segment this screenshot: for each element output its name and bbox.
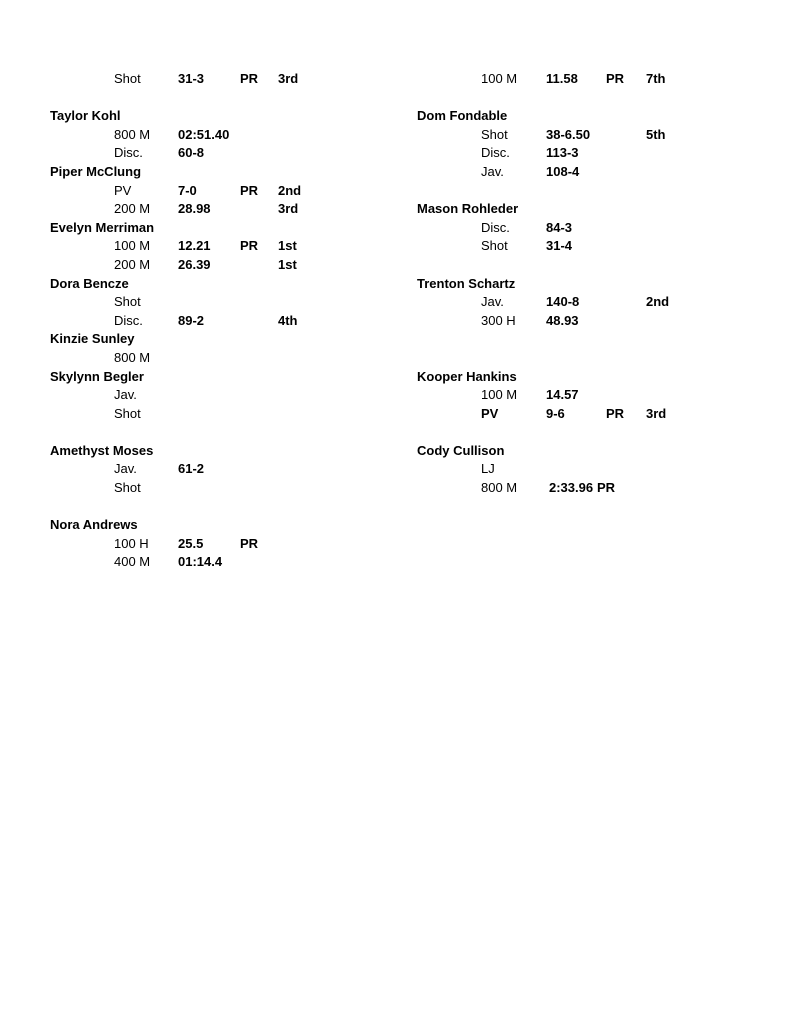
result-pr: PR (597, 480, 616, 496)
result-event: 400 M (114, 554, 151, 570)
result-event: Jav. (481, 163, 504, 179)
spacer-row (417, 182, 747, 201)
result-event: Shot (481, 126, 508, 142)
result-event: LJ (481, 461, 495, 477)
result-event: Disc. (114, 312, 143, 328)
result-mark: 9-6 (546, 405, 565, 421)
result-mark: 25.5 (178, 535, 204, 551)
result-row (50, 70, 370, 89)
result-event: 100 M (481, 71, 518, 86)
result-mark: 48.93 (546, 312, 579, 328)
result-row (50, 200, 370, 219)
result-row (50, 535, 370, 554)
athlete-name: Amethyst Moses (50, 442, 154, 458)
result-row (417, 293, 747, 312)
result-row (417, 405, 747, 424)
spacer-row (50, 423, 370, 442)
result-row (417, 70, 747, 89)
spacer-row (417, 330, 747, 349)
athlete-name: Dora Bencze (50, 275, 129, 291)
result-row (417, 144, 747, 163)
result-place: 3rd (278, 201, 299, 217)
athlete-name: Mason Rohleder (417, 201, 519, 217)
result-pr: PR (240, 238, 259, 254)
result-mark: 02:51.40 (178, 126, 230, 142)
result-row (50, 256, 370, 275)
result-row (50, 349, 370, 368)
result-pr: PR (240, 71, 259, 86)
result-place: 4th (278, 312, 298, 328)
result-mark: 89-2 (178, 312, 205, 328)
spacer-row (50, 498, 370, 517)
result-event: Disc. (481, 145, 510, 161)
result-event: 800 M (481, 480, 518, 496)
result-event: PV (481, 405, 499, 421)
result-row (50, 312, 370, 331)
result-row (417, 460, 747, 479)
spacer-row (417, 256, 747, 275)
result-mark: 01:14.4 (178, 554, 223, 570)
result-mark: 2:33.96 (549, 480, 594, 496)
right-column (417, 70, 747, 498)
result-row (417, 479, 747, 498)
athlete-name: Kooper Hankins (417, 368, 517, 384)
result-event: Disc. (481, 219, 510, 235)
result-event: Shot (114, 405, 141, 421)
result-event: Disc. (114, 145, 143, 161)
athlete-name: Trenton Schartz (417, 275, 516, 291)
result-row (50, 386, 370, 405)
result-place: 1st (278, 238, 297, 254)
spacer-row (417, 89, 747, 108)
result-pr: PR (606, 405, 625, 421)
athlete-name: Dom Fondable (417, 108, 508, 124)
result-event: Shot (481, 238, 508, 254)
result-row (50, 405, 370, 424)
athlete-name: Cody Cullison (417, 442, 505, 458)
result-row (50, 182, 370, 201)
result-place: 2nd (646, 294, 670, 310)
result-event: Jav. (114, 387, 137, 403)
result-row (417, 163, 747, 182)
result-pr: PR (606, 71, 625, 86)
athlete-name: Kinzie Sunley (50, 331, 135, 347)
result-row (50, 479, 370, 498)
result-place: 1st (278, 256, 297, 272)
result-event: 100 H (114, 535, 149, 551)
result-event: 100 M (481, 387, 518, 403)
left-column (50, 70, 370, 572)
result-place: 3rd (646, 405, 667, 421)
result-event: 300 H (481, 312, 516, 328)
result-event: 800 M (114, 349, 151, 365)
result-row (417, 386, 747, 405)
result-mark: 26.39 (178, 256, 211, 272)
athlete-name: Skylynn Begler (50, 368, 144, 384)
result-event: 100 M (114, 238, 151, 254)
result-mark: 108-4 (546, 163, 580, 179)
athlete-name: Nora Andrews (50, 517, 138, 533)
result-event: Jav. (481, 294, 504, 310)
result-event: 800 M (114, 126, 151, 142)
spacer-row (417, 349, 747, 368)
result-event: 200 M (114, 256, 151, 272)
athlete-name: Taylor Kohl (50, 108, 121, 124)
result-mark: 113-3 (546, 145, 579, 161)
result-place: 5th (646, 126, 666, 142)
result-row (50, 144, 370, 163)
result-mark: 60-8 (178, 145, 205, 161)
result-mark: 38-6.50 (546, 126, 591, 142)
result-event: Shot (114, 294, 141, 310)
athlete-name: Piper McClung (50, 163, 142, 179)
result-mark: 12.21 (178, 238, 211, 254)
result-row (417, 219, 747, 238)
result-pr: PR (240, 535, 259, 551)
result-pr: PR (240, 182, 259, 198)
result-event: Shot (114, 480, 141, 496)
result-mark: 61-2 (178, 461, 205, 477)
result-mark: 31-3 (178, 71, 205, 86)
result-row (417, 126, 747, 145)
result-event: 200 M (114, 201, 151, 217)
result-event: PV (114, 182, 132, 198)
result-row (50, 460, 370, 479)
result-mark: 28.98 (178, 201, 211, 217)
result-mark: 31-4 (546, 238, 573, 254)
result-mark: 14.57 (546, 387, 579, 403)
result-mark: 84-3 (546, 219, 573, 235)
result-row (50, 126, 370, 145)
result-mark: 7-0 (178, 182, 197, 198)
result-row (50, 553, 370, 572)
result-mark: 140-8 (546, 294, 580, 310)
result-row (417, 237, 747, 256)
spacer-row (417, 423, 747, 442)
spacer-row (50, 89, 370, 108)
result-place: 3rd (278, 71, 299, 86)
result-row (50, 237, 370, 256)
result-row (50, 293, 370, 312)
result-place: 2nd (278, 182, 302, 198)
result-event: Jav. (114, 461, 137, 477)
result-event: Shot (114, 71, 141, 86)
result-mark: 11.58 (546, 71, 578, 86)
athlete-name: Evelyn Merriman (50, 219, 155, 235)
result-place: 7th (646, 71, 666, 86)
result-row (417, 312, 747, 331)
